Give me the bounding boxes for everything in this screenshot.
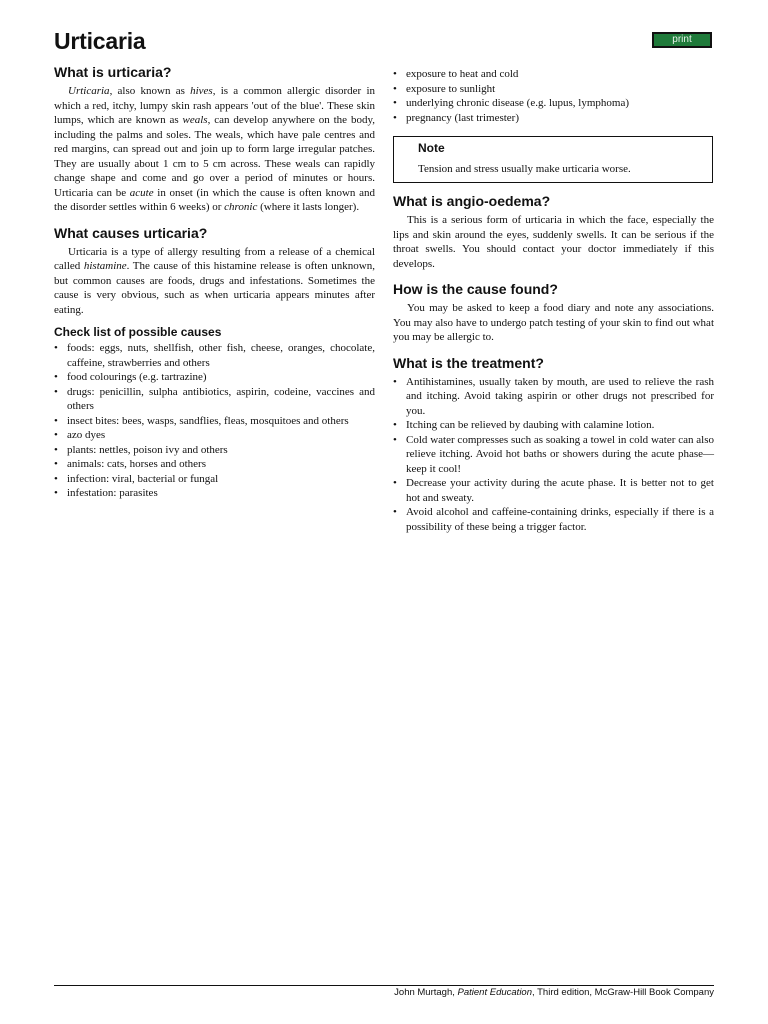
cause-found-paragraph: You may be asked to keep a food diary and note any associations. You may also have to undergo patch testing of your skin to find out what you may be allergic to. (393, 302, 714, 343)
list-item: • infestation: parasites (54, 486, 375, 501)
causes-list-continued (393, 67, 714, 125)
angio-oedema-paragraph: This is a serious form of urticaria in which the face, especially the lips and skin around the eyes, suddenly swells. It can be serious if the throat swells. You should contact your doctor immediately if this develops. (393, 214, 714, 270)
causes-list (54, 341, 375, 501)
list-item: • infection: viral, bacterial or fungal (54, 472, 375, 487)
list-item: • Antihistamines, usually taken by mouth, are used to relieve the rash and itching. Avoid taking aspirin or other drugs not prescribed for you. (393, 375, 714, 419)
heading-angio-oedema: What is angio-oedema? (393, 193, 551, 209)
list-item: • foods: eggs, nuts, shellfish, other fish, cheese, oranges, chocolate, caffeine, strawberries and others (54, 341, 375, 370)
note-heading: Note (418, 141, 445, 155)
note-text: Tension and stress usually make urticaria worse. (418, 163, 631, 175)
list-item: • Decrease your activity during the acute phase. It is better not to get hot and sweaty. (393, 476, 714, 505)
heading-treatment: What is the treatment? (393, 354, 544, 371)
list-item: • Cold water compresses such as soaking a towel in cold water can also relieve itching. Avoid hot baths or showers during the acute phase—keep it cool! (393, 433, 714, 477)
list-item: • exposure to sunlight (393, 82, 714, 97)
heading-what-is-urticaria: What is urticaria? (54, 64, 172, 80)
heading-what-causes-urticaria: What causes urticaria? (54, 224, 208, 241)
heading-cause-found: How is the cause found? (393, 281, 558, 297)
list-item: • pregnancy (last trimester) (393, 111, 714, 126)
treatment-list (393, 375, 714, 535)
list-item: • plants: nettles, poison ivy and others (54, 443, 375, 458)
heading-check-list: Check list of possible causes (54, 325, 222, 339)
list-item: • food colourings (e.g. tartrazine) (54, 370, 375, 385)
what-is-urticaria-paragraph: Urticaria, also known as hives, is a common allergic disorder in which a red, itchy, lumpy skin rash appears 'out of the blue'. These skin lumps, which are known as weals, can develop anywhere on the body, including the palms and soles. The weals, which have pale centres and red margins, can spread out and join up to form large irregular patches. They are usually about 1 cm to 5 cm across. These weals can rapidly change shape and come and go over a period of minutes or hours. Urticaria can be acute in onset (in which the cause is often known and the disorder settles within 6 weeks) or chronic (where it lasts longer). (54, 85, 375, 213)
what-causes-paragraph: Urticaria is a type of allergy resulting from a release of a chemical called histamine. The cause of this histamine release is often unknown, but common causes are foods, drugs and infestations. Sometimes the cause is very obvious, such as when urticaria appears minutes after eating. (54, 245, 375, 316)
list-item: • azo dyes (54, 428, 375, 443)
list-item: • exposure to heat and cold (393, 67, 714, 82)
list-item: • animals: cats, horses and others (54, 457, 375, 472)
list-item: • Avoid alcohol and caffeine-containing drinks, especially if there is a possibility of these being a trigger factor. (393, 505, 714, 534)
footer-divider (54, 985, 714, 986)
footer-citation: John Murtagh, Patient Education, Third edition, McGraw-Hill Book Company (394, 987, 714, 998)
note-box (393, 136, 713, 183)
list-item: • underlying chronic disease (e.g. lupus, lymphoma) (393, 96, 714, 111)
right-column (393, 67, 714, 534)
list-item: • Itching can be relieved by daubing with calamine lotion. (393, 418, 714, 433)
page-title: Urticaria (54, 28, 146, 54)
list-item: • drugs: penicillin, sulpha antibiotics, aspirin, codeine, vaccines and others (54, 385, 375, 414)
left-column (54, 64, 375, 501)
list-item: • insect bites: bees, wasps, sandflies, fleas, mosquitoes and others (54, 414, 375, 429)
print-button[interactable]: print (652, 32, 712, 48)
